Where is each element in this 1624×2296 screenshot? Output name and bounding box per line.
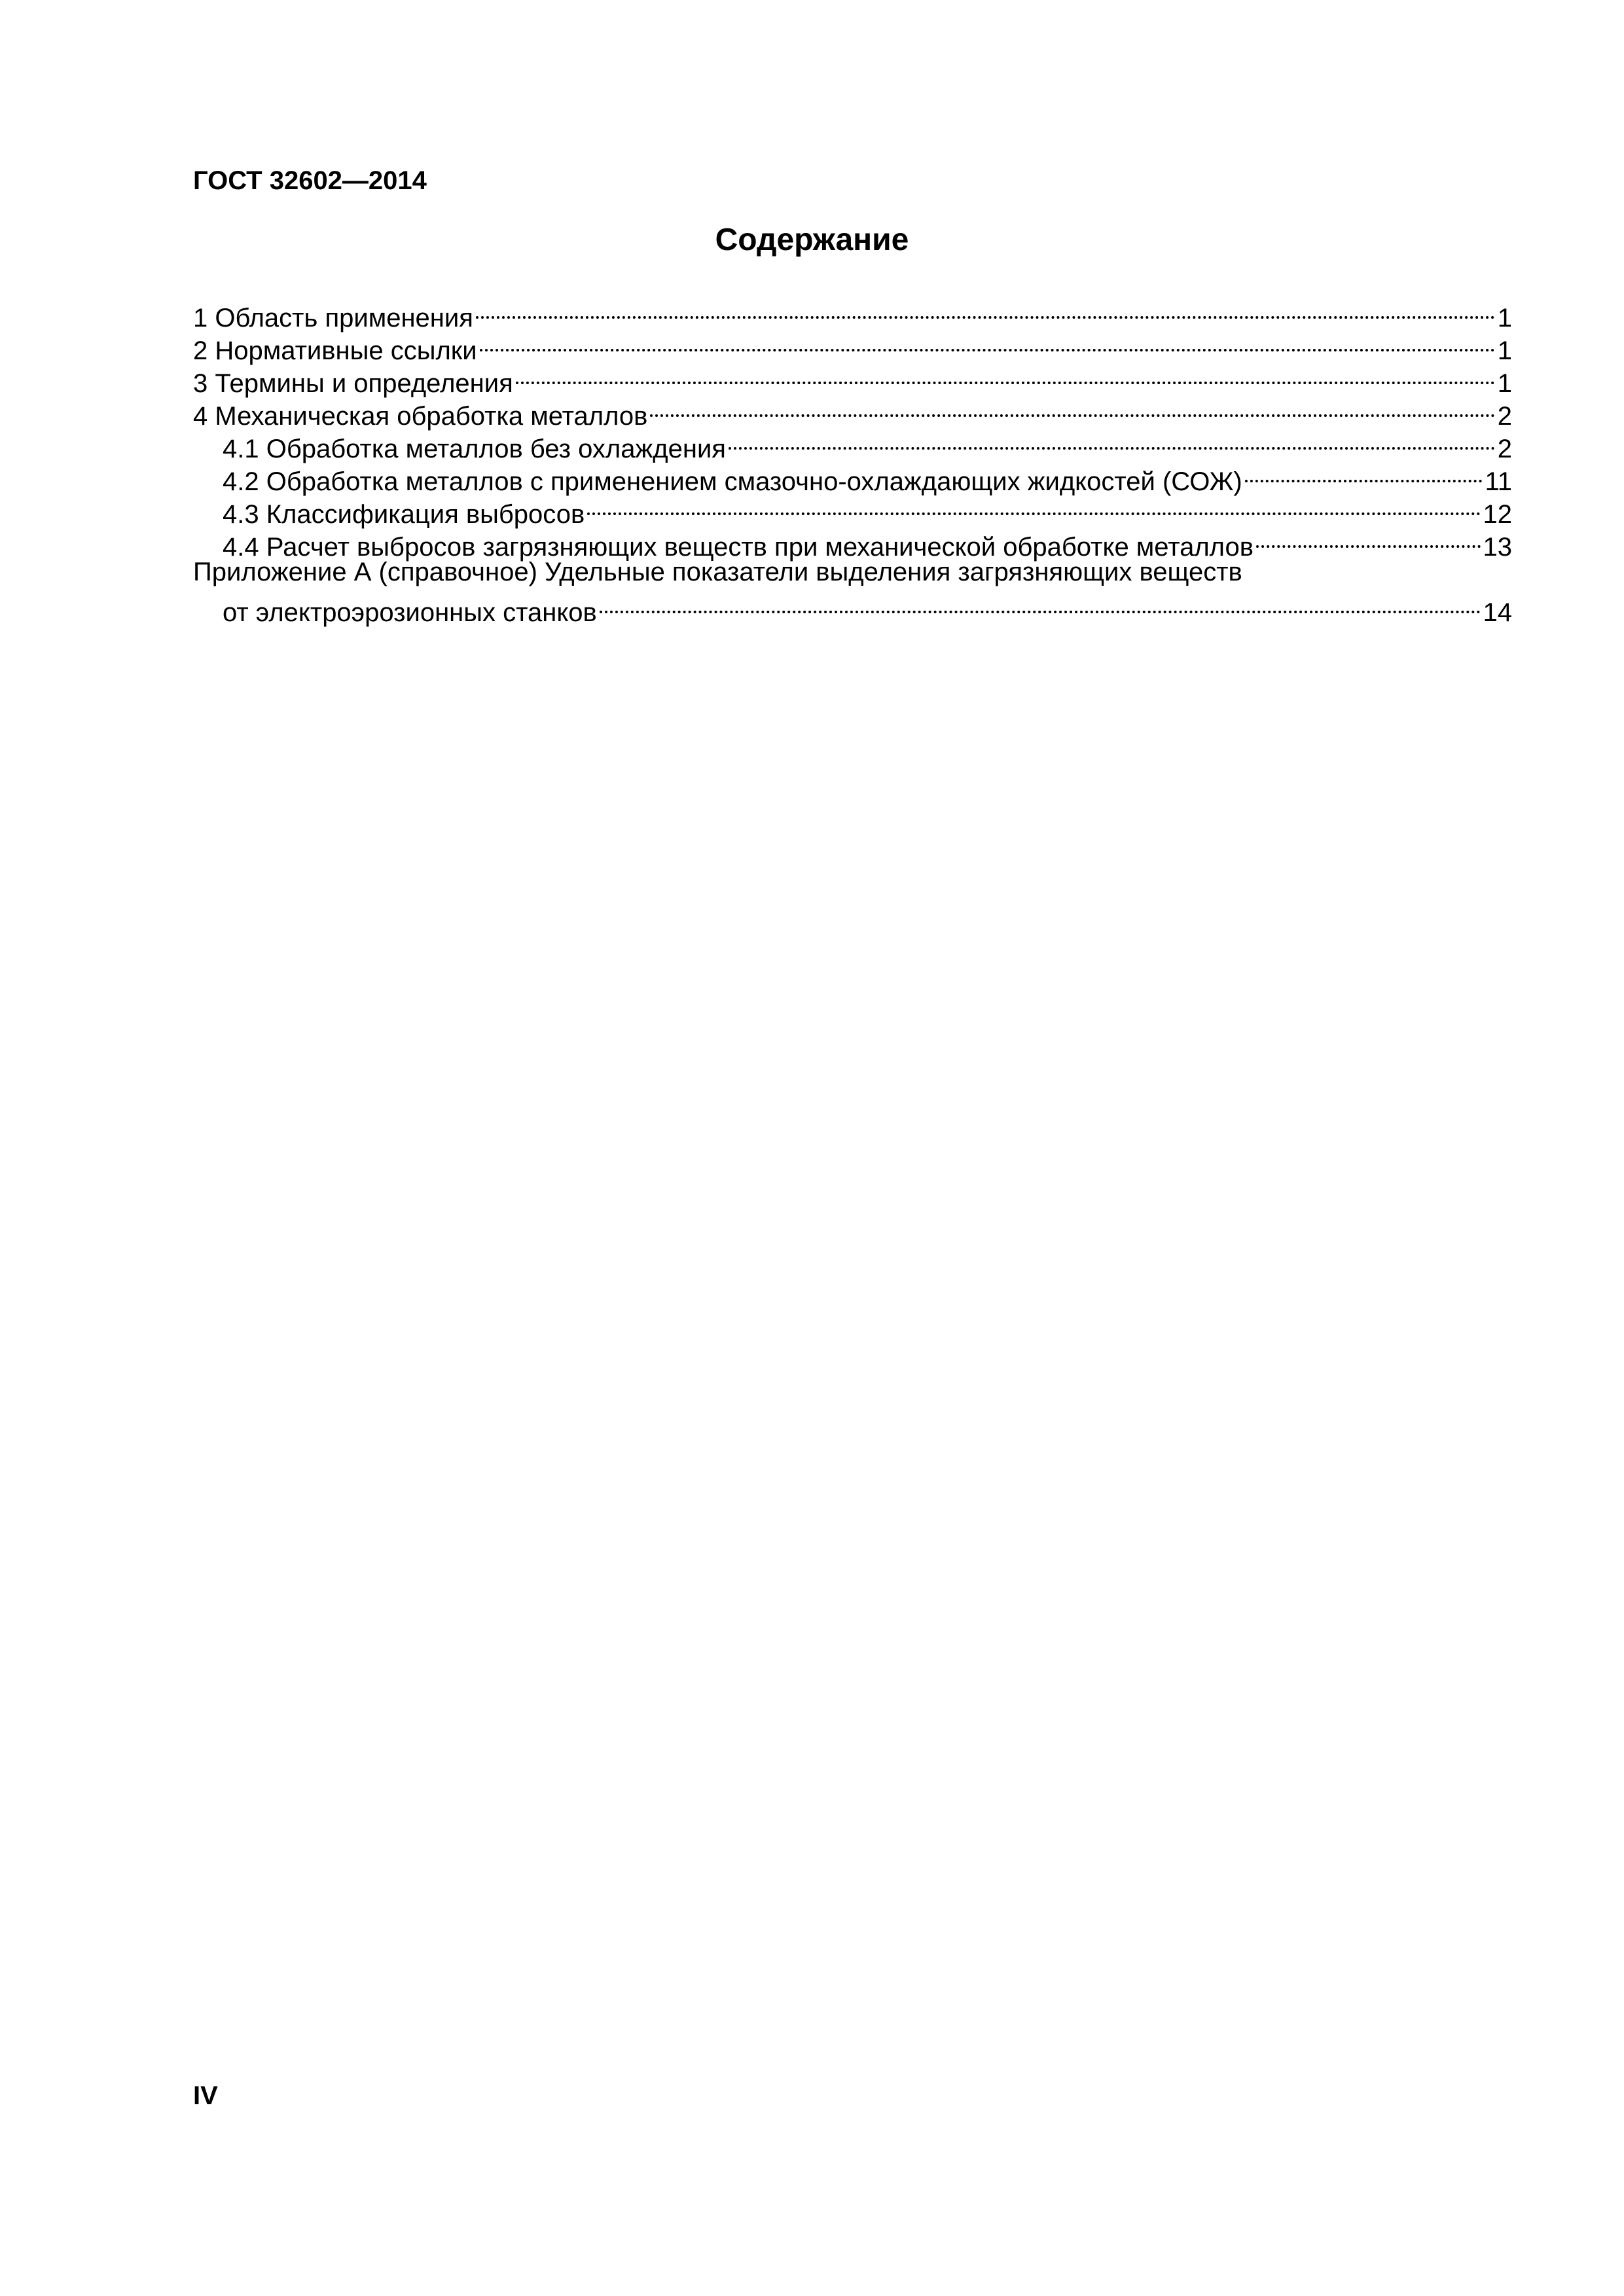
toc-dot-leader	[1245, 457, 1483, 490]
page-number: IV	[193, 2081, 218, 2110]
toc-dot-leader	[600, 588, 1481, 621]
document-code: ГОСТ 32602—2014	[193, 166, 427, 195]
toc-entry-text: 4.1 Обработка металлов без охлаждения	[223, 435, 726, 463]
toc-title: Содержание	[715, 223, 909, 257]
toc-entry-page: 1	[1497, 369, 1512, 398]
toc-dot-leader	[1256, 523, 1481, 556]
toc-entry-appendix-a[interactable]	[193, 556, 1512, 588]
toc-entry-text: 4.4 Расчет выбросов загрязняющих веществ при механической обработке металлов	[223, 533, 1254, 562]
toc-entry-text: 4 Механическая обработка металлов	[193, 402, 648, 431]
toc-entry-page: 1	[1497, 304, 1512, 332]
toc-entry-text: 3 Термины и определения	[193, 369, 513, 398]
toc-entry-text: 4.3 Классификация выбросов	[223, 500, 585, 529]
toc-dot-leader	[516, 359, 1495, 392]
toc-entry-text: от электроэрозионных станков	[223, 598, 597, 627]
toc-entry-text: 4.2 Обработка металлов с применением смазочно-охлаждающих жидкостей (СОЖ)	[223, 467, 1242, 496]
toc-entry-text: 2 Нормативные ссылки	[193, 336, 477, 365]
toc-entry-page: 1	[1497, 336, 1512, 365]
toc-dot-leader	[587, 490, 1480, 523]
toc-dot-leader	[480, 327, 1495, 359]
toc-entry-scope[interactable]	[193, 294, 1512, 332]
toc-entry-page: 2	[1497, 402, 1512, 431]
toc-entry-page: 11	[1485, 467, 1512, 496]
toc-entry-text: Приложение А (справочное) Удельные показатели выделения загрязняющих веществ	[193, 558, 1242, 586]
toc-entry-page: 12	[1483, 500, 1512, 529]
table-of-contents	[193, 294, 1512, 627]
toc-dot-leader	[476, 294, 1495, 327]
toc-entry-text: 1 Область применения	[193, 304, 473, 332]
toc-entry-page: 2	[1497, 435, 1512, 463]
toc-entry-appendix-a-continuation[interactable]	[193, 588, 1512, 627]
toc-entry-page: 14	[1483, 598, 1512, 627]
toc-dot-leader	[650, 392, 1494, 425]
toc-dot-leader	[729, 425, 1495, 457]
toc-entry-page: 13	[1483, 533, 1512, 562]
